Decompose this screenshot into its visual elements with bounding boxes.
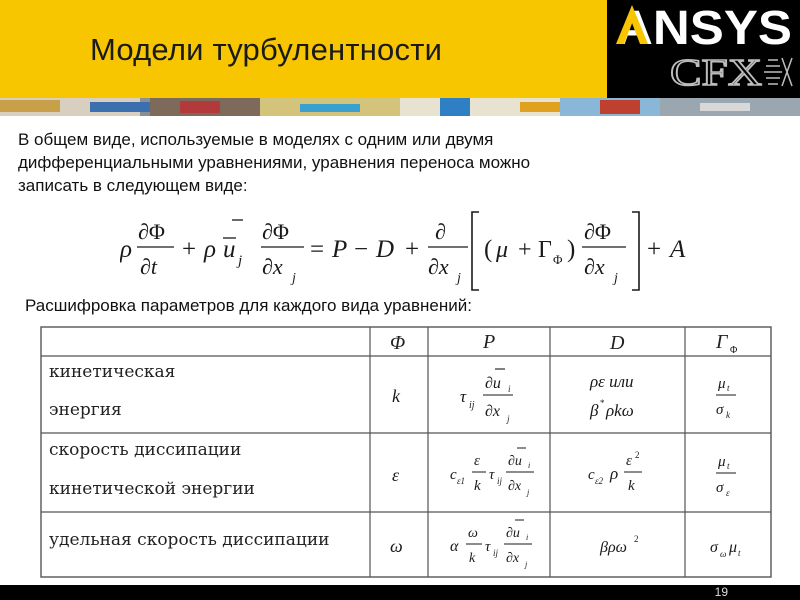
svg-text:∂u: ∂u: [485, 375, 501, 392]
svg-text:+: +: [647, 236, 662, 263]
svg-text:β: β: [590, 401, 599, 420]
svg-text:(: (: [484, 236, 493, 263]
intro-paragraph: [18, 128, 738, 197]
svg-text:c: c: [450, 467, 457, 483]
svg-text:Φ: Φ: [730, 345, 738, 356]
row2-label-line1: скорость диссипации: [49, 440, 242, 460]
svg-text:i: i: [508, 384, 511, 394]
header-d: D: [610, 332, 625, 354]
intro-line-2: дифференциальными уравнениями, уравнения переноса можно: [18, 153, 531, 172]
footer-bar: [0, 585, 800, 600]
header-p: P: [483, 331, 496, 353]
svg-text:−: −: [354, 236, 369, 263]
transport-equation: [120, 208, 710, 296]
svg-text:k: k: [474, 478, 481, 494]
row3-label-line1: удельная скорость диссипации: [49, 530, 330, 550]
header-phi: Φ: [390, 332, 406, 354]
row1-label-line1: кинетическая: [49, 362, 176, 382]
svg-text:j: j: [527, 488, 530, 497]
intro-line-1: В общем виде, используемые в моделях с одним или двумя: [18, 130, 494, 149]
svg-text:∂x: ∂x: [508, 479, 522, 494]
svg-text:j: j: [457, 271, 461, 286]
svg-text:ε2: ε2: [595, 476, 604, 486]
svg-text:μ: μ: [496, 237, 509, 263]
svg-text:μ: μ: [729, 539, 738, 556]
svg-text:μ: μ: [718, 454, 726, 470]
svg-text:ij: ij: [493, 548, 499, 558]
svg-text:ij: ij: [497, 476, 503, 486]
svg-text:i: i: [526, 533, 529, 542]
intro-line-3: записать в следующем виде:: [18, 176, 248, 195]
svg-text:ε1: ε1: [457, 476, 466, 486]
svg-text:ε: ε: [626, 453, 632, 469]
decorative-banner: [0, 98, 800, 116]
row1-label-line2: энергия: [49, 400, 122, 420]
svg-text:∂u: ∂u: [508, 454, 522, 469]
row1-p-formula: [460, 369, 513, 424]
svg-text:ε: ε: [726, 488, 730, 498]
svg-text:2: 2: [635, 450, 640, 460]
svg-text:+: +: [182, 236, 197, 263]
svg-text:k: k: [469, 551, 476, 566]
svg-text:t: t: [727, 461, 730, 471]
parameters-table: [40, 326, 772, 578]
row2-label-line2: кинетической энергии: [49, 479, 255, 499]
svg-text:*: *: [600, 398, 605, 408]
svg-text:k: k: [726, 410, 730, 420]
svg-text:+: +: [518, 237, 532, 263]
slide-title: Модели турбулентности: [90, 32, 443, 67]
row2-p-formula: [450, 448, 534, 497]
svg-text:c: c: [588, 467, 595, 483]
svg-text:P: P: [332, 236, 348, 263]
svg-text:ij: ij: [469, 400, 475, 411]
row1-gamma-formula: [716, 376, 736, 420]
header-gamma: Γ: [716, 331, 728, 353]
svg-text:Φ: Φ: [553, 252, 563, 267]
cfx-logo: [670, 52, 796, 92]
svg-text:ρ: ρ: [610, 464, 619, 483]
svg-text:∂x: ∂x: [428, 254, 449, 279]
svg-text:∂Φ: ∂Φ: [138, 219, 165, 244]
row1-d-line2: [589, 398, 634, 420]
svg-text:∂Φ: ∂Φ: [262, 219, 289, 244]
svg-text:ω: ω: [720, 549, 727, 559]
svg-text:∂x: ∂x: [262, 254, 283, 279]
row2-phi: ε: [392, 465, 400, 485]
cfx-logo-text: CFX: [670, 52, 762, 92]
svg-text:j: j: [507, 414, 510, 424]
svg-text:j: j: [614, 271, 618, 286]
svg-text:Γ: Γ: [538, 237, 552, 263]
svg-text:∂u: ∂u: [506, 526, 520, 541]
svg-text:ω: ω: [468, 526, 478, 541]
svg-text:A: A: [670, 236, 686, 263]
row1-phi: k: [392, 386, 400, 406]
svg-text:∂x: ∂x: [506, 551, 520, 566]
svg-text:t: t: [727, 383, 730, 393]
svg-text:σ: σ: [716, 402, 724, 418]
svg-text:σ: σ: [710, 539, 718, 556]
row2-gamma-formula: [716, 454, 736, 498]
svg-text:∂x: ∂x: [485, 403, 501, 420]
svg-text:∂x: ∂x: [584, 254, 605, 279]
svg-text:σ: σ: [716, 480, 724, 496]
svg-text:=: =: [310, 236, 325, 263]
svg-text:j: j: [525, 560, 528, 569]
svg-text:τ: τ: [489, 467, 495, 483]
row3-d-formula: [599, 534, 639, 556]
svg-text:D: D: [376, 236, 395, 263]
page-number: 19: [714, 585, 728, 599]
svg-text:u: u: [223, 236, 236, 263]
ansys-logo: [616, 3, 796, 49]
row3-gamma-formula: [710, 539, 741, 559]
svg-text:βρω: βρω: [600, 539, 627, 556]
svg-text:k: k: [628, 478, 635, 494]
row1-d-line1: ρε или: [590, 372, 634, 391]
svg-text:j: j: [292, 271, 296, 286]
svg-text:∂: ∂: [435, 219, 446, 244]
svg-text:+: +: [405, 236, 420, 263]
svg-text:τ: τ: [485, 539, 491, 555]
svg-text:2: 2: [634, 534, 639, 544]
ansys-logo-text: ANSYS: [616, 3, 792, 49]
row2-d-formula: [588, 450, 642, 494]
svg-text:i: i: [528, 461, 531, 470]
svg-text:α: α: [450, 538, 459, 555]
svg-text:ρkω: ρkω: [606, 401, 634, 420]
svg-text:τ: τ: [460, 387, 467, 406]
svg-text:t: t: [738, 548, 741, 558]
svg-text:ρ: ρ: [120, 236, 132, 263]
svg-text:∂t: ∂t: [140, 254, 157, 279]
table-caption: Расшифровка параметров для каждого вида уравнений:: [25, 296, 472, 315]
svg-text:∂Φ: ∂Φ: [584, 219, 611, 244]
svg-text:j: j: [238, 253, 243, 269]
row3-p-formula: [450, 520, 532, 569]
svg-text:): ): [567, 236, 576, 263]
equation-terms: [120, 212, 686, 290]
svg-text:ρ: ρ: [204, 236, 216, 263]
row3-phi: ω: [390, 536, 403, 556]
svg-text:μ: μ: [718, 376, 726, 392]
svg-text:ε: ε: [474, 453, 480, 469]
